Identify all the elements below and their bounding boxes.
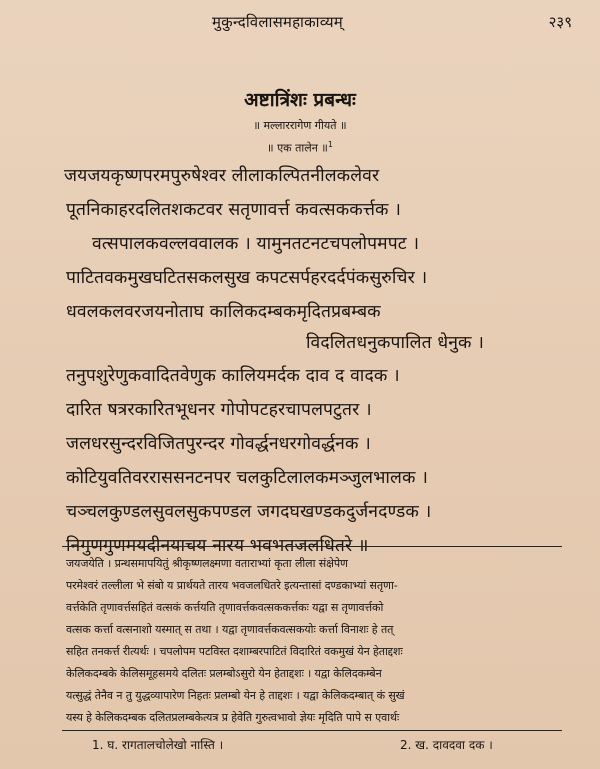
- footnote-divider: [62, 730, 562, 731]
- raga-line: ॥ मल्लाररागेण गीयते ॥: [253, 119, 347, 132]
- verse-line: जयजयकृष्णपरमपुरुषेश्वर लीलाकल्पितनीलकलेवर: [64, 166, 380, 186]
- commentary-line: परमेश्वरं तल्लीला भे संबो य प्रार्थयते तारय भवजलधितरे इत्यन्तासां दण्डकाभ्यां सतृणा-: [66, 579, 398, 592]
- verse-line: दारित षत्ररकारितभूधनर गोपोपटहरचापलपटुतर ।: [66, 400, 372, 420]
- verse-line: विदलितधनुकपालित धेनुक ।: [306, 333, 484, 353]
- verse-line: जलधरसुन्दरविजितपुरन्दर गोवर्द्धनधरगोवर्द्धनक ।: [66, 434, 371, 454]
- verse-line: कोटियुवतिवरराससनटनपर चलकुटिलालकमञ्जुलभालक ।: [66, 468, 428, 488]
- commentary-line: केलिकदम्बके केलिसमूहसमये दलितः प्रलम्बोऽसुरो येन हेताद्दशः । यद्वा केलिदकम्बेन: [66, 667, 382, 680]
- commentary-line: वर्त्तकेति तृणावर्त्तसहितं वत्सकं कर्त्तयति तृणावर्त्तकवत्सककर्त्तकः यद्वा स तृणावर्त्तको: [66, 601, 384, 614]
- page-header: [0, 12, 600, 36]
- verse-line: तनुपशुरेणुकवादितवेणुक कालियमर्दक दाव द वादक ।: [66, 366, 400, 386]
- commentary-line: जयजयेति । प्रन्थसमापयितुं श्रीकृष्णलक्ष्मणा वताराभ्यां कृता लीला संक्षेपेण: [66, 557, 348, 570]
- chapter-title: अष्टात्रिंशः प्रबन्धः: [244, 89, 356, 111]
- commentary-line: सहित तनकर्त्त रीत्यर्थः । चपलोपम पटविस्त दशाम्बरपाटितं विदारितं वकमुखं येन हेताद्दशः: [66, 645, 403, 658]
- commentary-line: यत्सुद्धं तेनैव न तु युद्धव्यापारेण निहतः प्रलम्बो येन हे ताद्दशः । यद्वा केलिकदम्बात् कं सुखं: [66, 689, 405, 702]
- commentary-divider: [62, 546, 562, 547]
- verse-line: धवलकलवरजयनोताघ कालिकदम्बकमृदितप्रबम्बक: [66, 302, 381, 322]
- commentary-line: यस्य हे केलिकदम्बक दलितप्रलम्बकेत्यत्र प्र हेवेति गुरुत्वभावो ज्ञेयः मृदिति पापे स एवार्थः: [66, 711, 400, 724]
- tala-text: ॥ एक तालेन ॥: [267, 141, 328, 155]
- commentary-line: वत्सक कर्त्ता वत्सनाशो यस्मात् स तथा । यद्वा तृणावर्त्तकवत्सकयोः कर्त्ता विनाशः हे तत्: [66, 623, 394, 636]
- footnote: 2. ख. दावदवा दक ।: [400, 738, 493, 752]
- tala-line: [0, 140, 600, 156]
- verse-line: निगुणगुणमयदीनयाचय नारय भवभतजलधितरे ॥: [66, 536, 369, 556]
- verse-line: पूतनिकाहरदलितशकटवर सतृणावर्त्त कवत्सककर्त्तक ।: [66, 200, 401, 220]
- footnote: 1. घ. रागतालचोलेखो नास्ति ।: [92, 738, 224, 752]
- page-number: २३९: [548, 13, 572, 31]
- verse-line: चञ्चलकुण्डलसुवलसुकपण्डल जगदघखण्डकदुर्जनदण्डक ।: [66, 502, 432, 522]
- verse-line: पाटितवकमुखघटितसकलसुख कपटसर्पहरदर्दपंकसुरुचिर ।: [66, 268, 428, 288]
- footnote-marker: 1: [327, 140, 333, 149]
- running-title: मुकुन्दविलासमहाकाव्यम्: [212, 13, 343, 31]
- verse-line: वत्सपालकवल्लववालक । यामुनतटनटचपलोपमपट ।: [92, 234, 420, 254]
